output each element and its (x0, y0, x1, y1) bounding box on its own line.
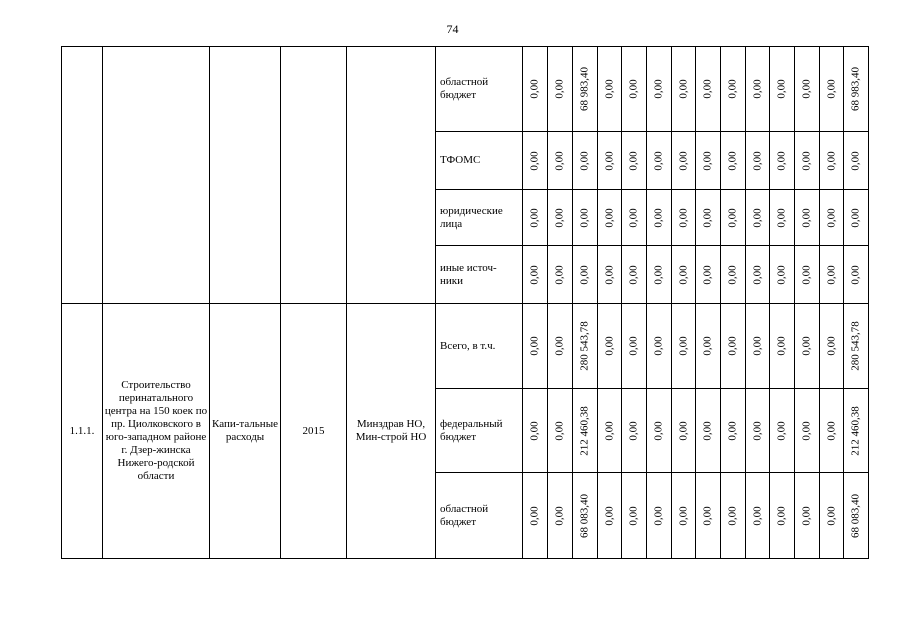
value-text: 0,00 (800, 150, 813, 171)
value-cell (844, 47, 869, 132)
value-text: 0,00 (652, 264, 665, 285)
value-text: 0,00 (528, 79, 541, 99)
value-text: 0,00 (800, 505, 813, 526)
value-text: 0,00 (603, 420, 616, 441)
item-name: Строительство перинатального центра на 150 коек по пр. Циолковского в юго-западном районе г. Дзер-жинска Нижего-родской области (103, 304, 210, 559)
value-cell (672, 246, 696, 304)
value-text: 0,00 (677, 420, 690, 441)
value-text: 0,00 (603, 264, 616, 285)
value-cell (523, 473, 548, 559)
value-cell (622, 47, 647, 132)
value-text: 0,00 (677, 336, 690, 356)
value-cell (795, 47, 820, 132)
value-cell (598, 389, 622, 473)
value-text: 0,00 (849, 150, 862, 171)
value-cell (770, 190, 795, 246)
value-cell (672, 190, 696, 246)
value-text: 0,00 (775, 207, 788, 228)
value-cell (770, 246, 795, 304)
value-text: 0,00 (726, 150, 739, 171)
value-cell (647, 473, 672, 559)
value-text: 0,00 (652, 420, 665, 441)
value-cell (844, 473, 869, 559)
funding-source: ТФОМС (436, 132, 523, 190)
value-cell (820, 389, 844, 473)
value-cell (721, 246, 746, 304)
value-text: 0,00 (627, 264, 640, 285)
value-cell (770, 473, 795, 559)
value-text: 0,00 (775, 420, 788, 441)
value-text: 0,00 (677, 207, 690, 228)
value-cell (548, 304, 573, 389)
continued-cell (103, 47, 210, 304)
value-text: 68 083,40 (578, 493, 591, 538)
value-cell (770, 47, 795, 132)
value-text: 68 083,40 (849, 493, 862, 538)
value-cell (622, 132, 647, 190)
funding-source: областной бюджет (436, 473, 523, 559)
value-cell (746, 304, 770, 389)
value-cell (696, 132, 721, 190)
value-cell (523, 389, 548, 473)
value-text: 0,00 (825, 207, 838, 228)
value-text: 0,00 (701, 150, 714, 171)
value-text: 0,00 (528, 150, 541, 171)
funding-source: юридические лица (436, 190, 523, 246)
value-cell (696, 389, 721, 473)
value-cell (622, 304, 647, 389)
implementation-year: 2015 (281, 304, 347, 559)
value-cell (573, 190, 598, 246)
funding-source: иные источ-ники (436, 246, 523, 304)
value-cell (770, 304, 795, 389)
value-text: 0,00 (677, 150, 690, 171)
value-cell (647, 389, 672, 473)
value-cell (523, 304, 548, 389)
value-text: 0,00 (677, 264, 690, 285)
value-text: 0,00 (627, 79, 640, 99)
value-text: 68 983,40 (849, 67, 862, 111)
value-text: 0,00 (652, 79, 665, 99)
value-text: 0,00 (528, 420, 541, 441)
value-cell (696, 473, 721, 559)
value-cell (647, 190, 672, 246)
value-text: 0,00 (603, 150, 616, 171)
value-text: 0,00 (701, 207, 714, 228)
value-text: 0,00 (726, 207, 739, 228)
continued-cell (210, 47, 281, 304)
value-text: 0,00 (528, 207, 541, 228)
value-text: 0,00 (751, 420, 764, 441)
value-cell (795, 190, 820, 246)
value-cell (598, 473, 622, 559)
table-row (62, 304, 869, 389)
value-text: 0,00 (652, 207, 665, 228)
value-text: 0,00 (627, 336, 640, 356)
value-text: 0,00 (578, 150, 591, 171)
value-cell (746, 389, 770, 473)
value-cell (548, 389, 573, 473)
value-cell (647, 246, 672, 304)
value-text: 0,00 (603, 505, 616, 526)
value-cell (820, 47, 844, 132)
funding-source: Всего, в т.ч. (436, 304, 523, 389)
value-cell (746, 190, 770, 246)
value-text: 0,00 (603, 336, 616, 356)
value-cell (548, 47, 573, 132)
value-cell (746, 246, 770, 304)
value-cell (548, 473, 573, 559)
value-text: 0,00 (751, 336, 764, 356)
value-cell (820, 132, 844, 190)
value-text: 0,00 (825, 420, 838, 441)
value-text: 0,00 (825, 505, 838, 526)
value-text: 0,00 (553, 336, 566, 356)
value-text: 0,00 (701, 264, 714, 285)
value-cell (548, 190, 573, 246)
value-cell (795, 304, 820, 389)
continued-cell (347, 47, 436, 304)
value-cell (746, 132, 770, 190)
value-cell (598, 132, 622, 190)
value-cell (672, 473, 696, 559)
value-text: 0,00 (751, 79, 764, 99)
value-cell (696, 304, 721, 389)
value-text: 68 983,40 (578, 67, 591, 111)
value-text: 0,00 (751, 505, 764, 526)
value-text: 280 543,78 (849, 321, 862, 371)
value-text: 0,00 (825, 264, 838, 285)
value-text: 0,00 (553, 505, 566, 526)
value-cell (746, 473, 770, 559)
value-text: 0,00 (578, 264, 591, 285)
value-text: 0,00 (800, 264, 813, 285)
value-cell (721, 47, 746, 132)
value-cell (523, 190, 548, 246)
value-cell (820, 190, 844, 246)
value-cell (622, 389, 647, 473)
value-text: 0,00 (701, 505, 714, 526)
value-cell (721, 132, 746, 190)
value-text: 0,00 (627, 505, 640, 526)
value-cell (795, 473, 820, 559)
value-text: 0,00 (825, 336, 838, 356)
value-text: 0,00 (553, 207, 566, 228)
value-text: 0,00 (553, 150, 566, 171)
value-text: 0,00 (800, 336, 813, 356)
value-cell (844, 304, 869, 389)
value-cell (844, 246, 869, 304)
value-text: 0,00 (775, 150, 788, 171)
value-cell (844, 132, 869, 190)
value-text: 0,00 (775, 336, 788, 356)
value-text: 0,00 (849, 264, 862, 285)
value-text: 0,00 (800, 207, 813, 228)
expense-type: Капи-тальные расходы (210, 304, 281, 559)
value-cell (672, 389, 696, 473)
value-cell (647, 304, 672, 389)
executor: Минздрав НО, Мин-строй НО (347, 304, 436, 559)
value-text: 0,00 (701, 420, 714, 441)
value-cell (696, 246, 721, 304)
value-cell (647, 132, 672, 190)
value-cell (598, 47, 622, 132)
value-text: 0,00 (726, 505, 739, 526)
value-cell (696, 190, 721, 246)
value-text: 0,00 (751, 207, 764, 228)
table-row (62, 47, 869, 132)
value-cell (548, 132, 573, 190)
value-cell (573, 246, 598, 304)
value-cell (746, 47, 770, 132)
value-text: 0,00 (825, 79, 838, 99)
value-text: 0,00 (603, 79, 616, 99)
value-cell (795, 389, 820, 473)
value-cell (573, 47, 598, 132)
value-text: 0,00 (701, 336, 714, 356)
value-text: 280 543,78 (578, 321, 591, 371)
value-cell (598, 304, 622, 389)
value-cell (573, 132, 598, 190)
value-cell (622, 246, 647, 304)
value-text: 0,00 (849, 207, 862, 228)
value-text: 0,00 (726, 336, 739, 356)
value-text: 0,00 (578, 207, 591, 228)
value-text: 0,00 (751, 150, 764, 171)
value-text: 212 460,38 (578, 405, 591, 456)
value-text: 0,00 (800, 79, 813, 99)
value-text: 0,00 (775, 264, 788, 285)
value-cell (844, 190, 869, 246)
value-cell (721, 304, 746, 389)
value-cell (721, 190, 746, 246)
budget-table-body (62, 47, 869, 559)
value-cell (523, 246, 548, 304)
budget-table (61, 46, 869, 559)
value-text: 0,00 (627, 150, 640, 171)
value-text: 0,00 (775, 505, 788, 526)
value-text: 0,00 (528, 505, 541, 526)
value-text: 0,00 (627, 420, 640, 441)
value-cell (770, 132, 795, 190)
value-text: 0,00 (825, 150, 838, 171)
value-cell (795, 246, 820, 304)
value-cell (523, 132, 548, 190)
value-text: 0,00 (677, 79, 690, 99)
item-number: 1.1.1. (62, 304, 103, 559)
value-cell (770, 389, 795, 473)
value-text: 0,00 (652, 336, 665, 356)
continued-cell (62, 47, 103, 304)
value-text: 0,00 (652, 150, 665, 171)
value-text: 0,00 (553, 420, 566, 441)
value-cell (820, 473, 844, 559)
value-cell (795, 132, 820, 190)
value-text: 0,00 (726, 264, 739, 285)
value-cell (672, 304, 696, 389)
value-cell (672, 132, 696, 190)
value-cell (523, 47, 548, 132)
value-cell (598, 246, 622, 304)
value-cell (622, 190, 647, 246)
value-text: 0,00 (553, 264, 566, 285)
value-text: 0,00 (528, 264, 541, 285)
value-cell (721, 389, 746, 473)
value-text: 0,00 (652, 505, 665, 526)
value-cell (573, 389, 598, 473)
value-text: 0,00 (701, 79, 714, 99)
value-cell (820, 304, 844, 389)
value-cell (696, 47, 721, 132)
value-cell (820, 246, 844, 304)
page-number: 74 (446, 22, 459, 36)
value-cell (844, 389, 869, 473)
funding-source: федеральный бюджет (436, 389, 523, 473)
value-cell (548, 246, 573, 304)
value-text: 0,00 (800, 420, 813, 441)
value-cell (721, 473, 746, 559)
value-text: 0,00 (528, 336, 541, 356)
value-text: 212 460,38 (849, 405, 862, 456)
value-text: 0,00 (553, 79, 566, 99)
value-cell (622, 473, 647, 559)
value-text: 0,00 (775, 79, 788, 99)
value-text: 0,00 (726, 420, 739, 441)
continued-cell (281, 47, 347, 304)
value-cell (573, 304, 598, 389)
value-text: 0,00 (603, 207, 616, 228)
value-cell (647, 47, 672, 132)
value-text: 0,00 (627, 207, 640, 228)
funding-source: областной бюджет (436, 47, 523, 132)
value-text: 0,00 (677, 505, 690, 526)
value-text: 0,00 (751, 264, 764, 285)
value-cell (573, 473, 598, 559)
value-cell (672, 47, 696, 132)
value-text: 0,00 (726, 79, 739, 99)
value-cell (598, 190, 622, 246)
